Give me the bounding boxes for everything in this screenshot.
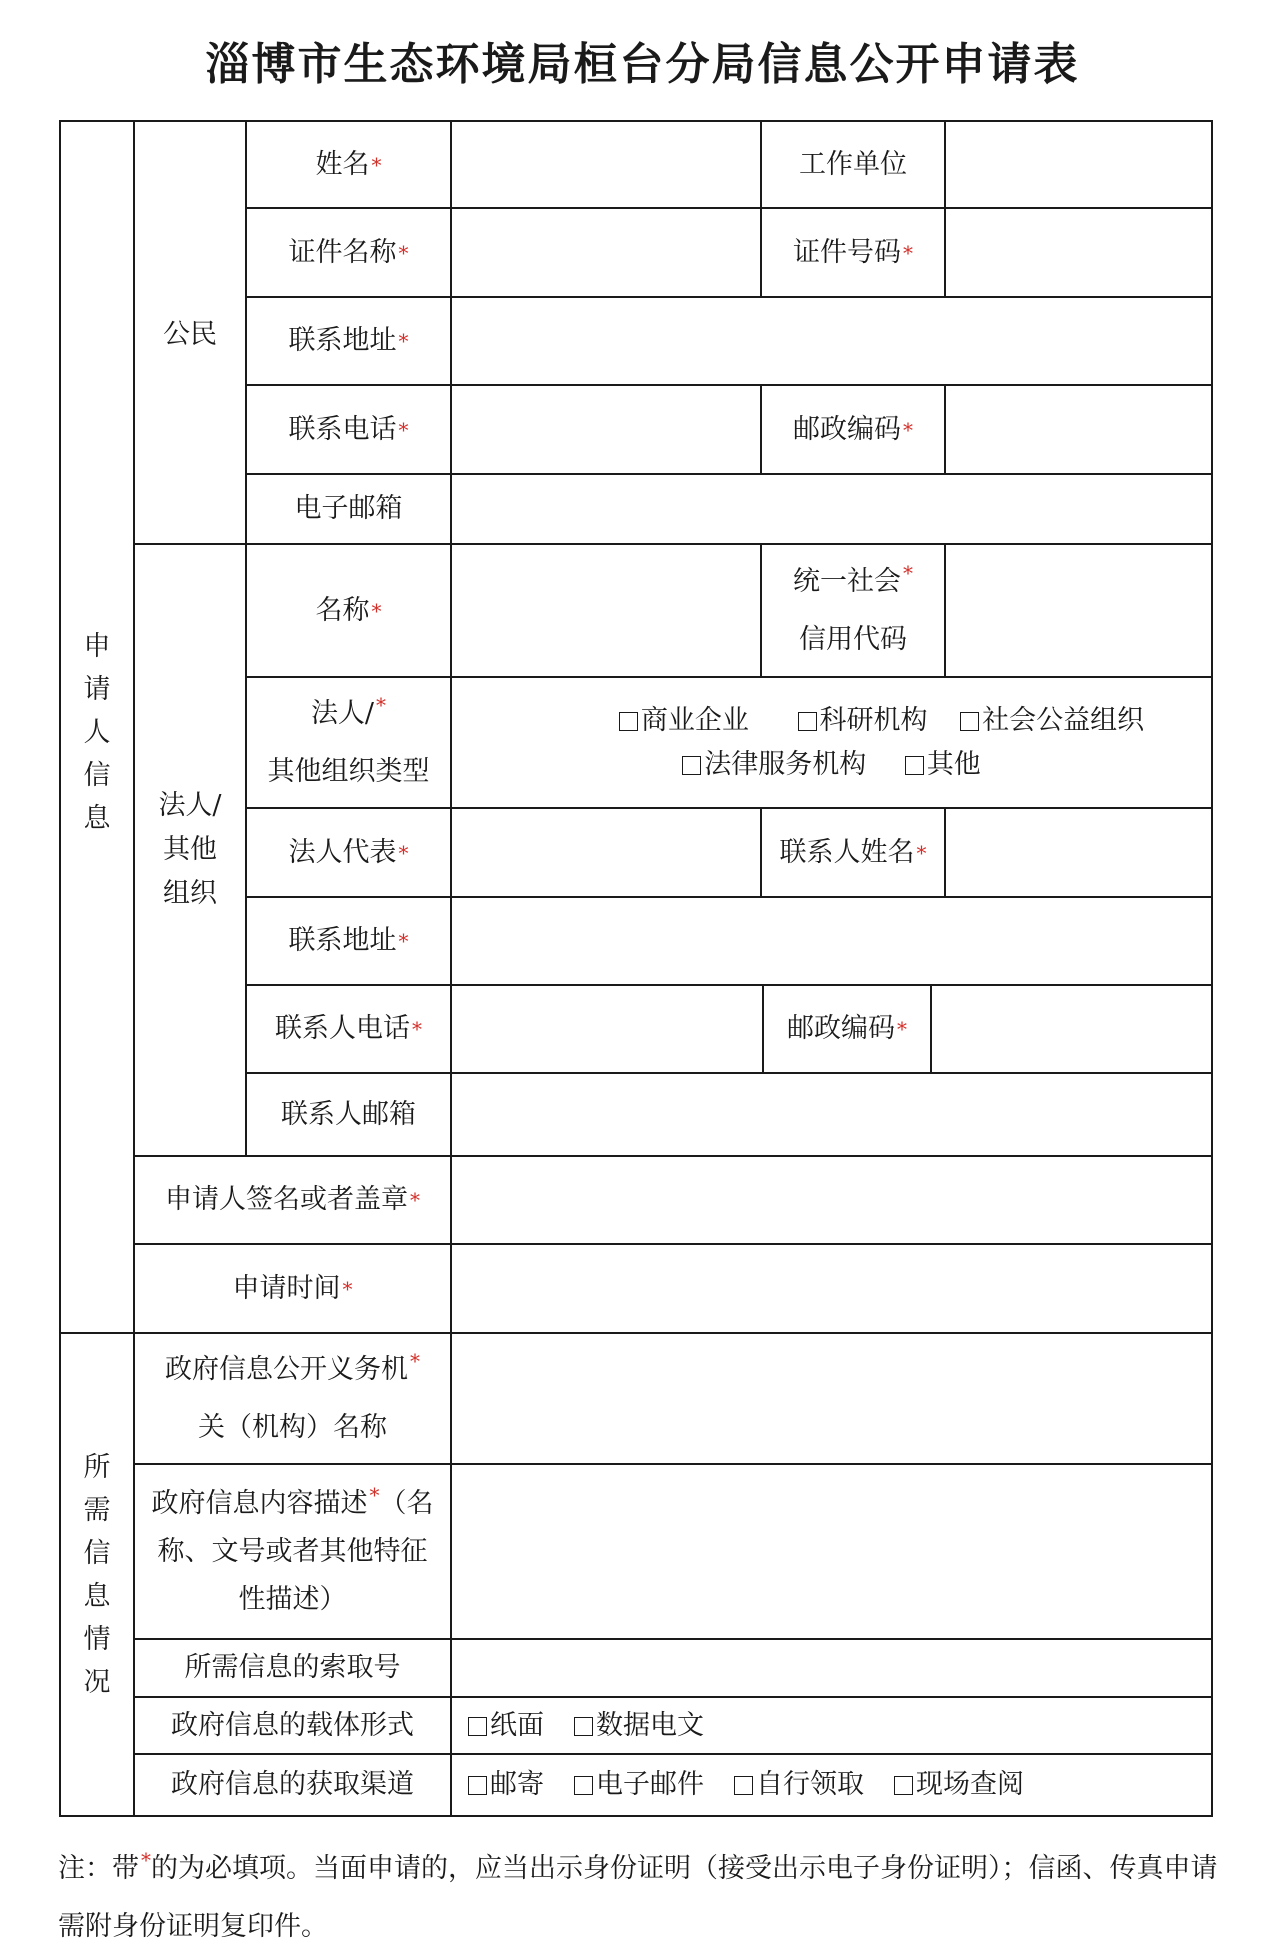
required-mark: * xyxy=(376,692,387,717)
channel-option[interactable]: 现场查阅 xyxy=(894,1763,1024,1807)
footnote: 注：带 *的为必填项。当面申请的，应当出示身份证明（接受出示电子身份证明）；信函、传真申请需附身份证明复印件。 xyxy=(58,1848,1218,1942)
channel-label: 政府信息的获取渠道 xyxy=(171,1769,414,1800)
credit-code-label: 统一社会 * 信用代码 xyxy=(793,560,913,655)
citizen-email-input[interactable] xyxy=(452,475,1211,543)
channel-options xyxy=(468,1755,1211,1815)
contact-email-label: 联系人邮箱 xyxy=(281,1098,416,1130)
info-section-label xyxy=(61,1334,133,1815)
id-number-input[interactable] xyxy=(946,209,1211,296)
checkbox-icon[interactable] xyxy=(905,756,924,775)
channel-option[interactable]: 自行领取 xyxy=(734,1763,864,1807)
legal-rep-label: 法人代表 * xyxy=(288,836,409,868)
checkbox-icon[interactable] xyxy=(468,1776,487,1795)
id-name-label: 证件名称 * xyxy=(288,236,409,268)
org-type-option[interactable]: 社会公益组织 xyxy=(960,699,1144,743)
citizen-postcode-input[interactable] xyxy=(946,386,1211,473)
signature-label: 申请人签名或者盖章 * xyxy=(165,1184,420,1215)
index-number-input[interactable] xyxy=(452,1640,1211,1696)
org-type-option[interactable]: 法律服务机构 xyxy=(682,743,866,787)
form-title: 淄博市生态环境局桓台分局信息公开申请表 xyxy=(205,39,1080,90)
org-type-label: 法人/ * 其他组织类型 xyxy=(267,692,430,787)
required-mark: * xyxy=(410,1348,420,1373)
org-postcode-input[interactable] xyxy=(932,986,1211,1072)
checkbox-icon[interactable] xyxy=(574,1776,593,1795)
required-mark: * xyxy=(141,1848,151,1872)
citizen-postcode-label: 邮政编码 * xyxy=(793,413,913,445)
date-input[interactable] xyxy=(452,1245,1211,1332)
citizen-group-label: 公民 xyxy=(163,319,217,350)
carrier-option[interactable]: 数据电文 xyxy=(574,1704,704,1748)
org-address-input[interactable] xyxy=(452,898,1211,984)
citizen-email-label: 电子邮箱 xyxy=(294,493,403,524)
checkbox-icon[interactable] xyxy=(574,1717,593,1736)
id-number-label: 证件号码 * xyxy=(793,236,913,268)
org-type-option[interactable]: 商业企业 xyxy=(619,699,749,743)
org-type-option[interactable]: 科研机构 xyxy=(798,699,928,743)
contact-email-input[interactable] xyxy=(452,1074,1211,1155)
info-section-text: 所 需 信 息 情 况 xyxy=(83,1451,111,1698)
work-unit-input[interactable] xyxy=(946,122,1211,207)
citizen-phone-input[interactable] xyxy=(452,386,760,473)
carrier-options xyxy=(468,1698,1211,1753)
applicant-section-label xyxy=(61,122,133,1332)
checkbox-icon[interactable] xyxy=(619,712,638,731)
citizen-name-input[interactable] xyxy=(452,122,760,207)
checkbox-icon[interactable] xyxy=(734,1776,753,1795)
legal-rep-input[interactable] xyxy=(452,809,760,896)
org-address-label: 联系地址 * xyxy=(288,925,409,956)
checkbox-icon[interactable] xyxy=(894,1776,913,1795)
description-label: 政府信息内容描述 *（名 称、文号或者其他特征 性描述） xyxy=(151,1482,434,1615)
checkbox-icon[interactable] xyxy=(798,712,817,731)
date-label: 申请时间 * xyxy=(232,1272,353,1304)
required-mark: * xyxy=(903,560,913,585)
citizen-address-label: 联系地址 * xyxy=(288,325,409,356)
index-number-label: 所需信息的索取号 xyxy=(184,1652,401,1683)
channel-option[interactable]: 电子邮件 xyxy=(574,1763,704,1807)
org-type-option[interactable]: 其他 xyxy=(905,743,981,787)
contact-name-label: 联系人姓名 * xyxy=(779,836,927,868)
contact-phone-input[interactable] xyxy=(452,986,762,1072)
id-name-input[interactable] xyxy=(452,209,760,296)
contact-name-input[interactable] xyxy=(946,809,1211,896)
agency-input[interactable] xyxy=(452,1334,1211,1463)
signature-input[interactable] xyxy=(452,1157,1211,1243)
credit-code-input[interactable] xyxy=(946,545,1211,676)
org-type-options xyxy=(452,678,1211,807)
citizen-address-input[interactable] xyxy=(452,298,1211,384)
applicant-section-text: 申 请 人 信 息 xyxy=(83,630,111,834)
org-name-input[interactable] xyxy=(452,545,760,676)
channel-option[interactable]: 邮寄 xyxy=(468,1763,544,1807)
checkbox-icon[interactable] xyxy=(468,1717,487,1736)
required-mark: * xyxy=(369,1482,380,1507)
carrier-label: 政府信息的载体形式 xyxy=(171,1709,414,1741)
carrier-option[interactable]: 纸面 xyxy=(468,1704,544,1748)
org-postcode-label: 邮政编码 * xyxy=(787,1013,907,1044)
citizen-name-label: 姓名 * xyxy=(315,148,382,180)
checkbox-icon[interactable] xyxy=(960,712,979,731)
citizen-phone-label: 联系电话 * xyxy=(288,413,409,445)
org-group-label: 法人/ 其他 组织 xyxy=(158,790,222,909)
contact-phone-label: 联系人电话 * xyxy=(275,1013,422,1044)
description-input[interactable] xyxy=(452,1465,1211,1638)
work-unit-label: 工作单位 xyxy=(799,148,907,180)
org-name-label: 名称 * xyxy=(315,594,382,626)
checkbox-icon[interactable] xyxy=(682,756,701,775)
agency-label: 政府信息公开义务机 * 关（机构）名称 xyxy=(165,1348,420,1443)
